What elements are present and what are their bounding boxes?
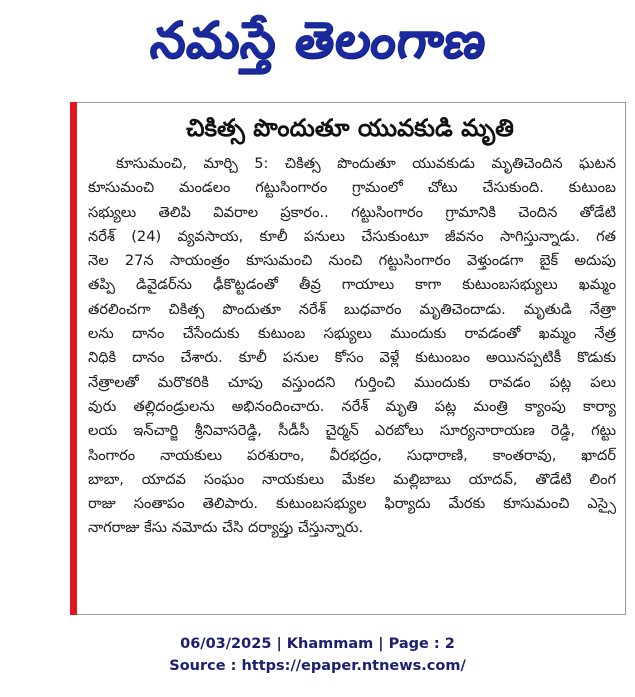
article-body-line: సభ్యులు తెలిపి వివరాల ప్రకారం.. గట్టుసింగారం గ్రామానికి చెందిన తోడేటి bbox=[88, 203, 616, 221]
article-body-line: తప్పి డివైడర్‌ను ఢీకొట్టడంతో తీవ్ర గాయాలు కాగా కుటుంబసభ్యులు ఖమ్మం bbox=[88, 276, 616, 294]
article-body-line: బాబా, యాదవ సంఘం నాయకులు మేకల మల్లిబాబు యాదవ్, తొడేటి లింగ bbox=[88, 470, 616, 488]
newspaper-masthead bbox=[0, 0, 635, 92]
article-body-line: వురు తల్లిదండ్రులను అభినందించారు. నరేశ్ మృతి పట్ల మంత్రి క్యాంపు కార్యా bbox=[88, 397, 616, 415]
article-body-line: తరలించగా చికిత్స పొందుతూ నరేశ్ బుధవారం మృతిచెందాడు. మృతుడి నేత్రా bbox=[88, 300, 616, 318]
article-body-line: కూసుమంచి, మార్చి 5: చికిత్స పొందుతూ యువకుడు మృతిచెందిన ఘటన bbox=[116, 155, 616, 172]
article-accent-bar bbox=[70, 102, 77, 615]
article-body-line: లయ ఇన్‌చార్జి శ్రీనివాసరెడ్డి, సీడీసీ చైర్మన్ ఎరబోలు సూర్యనారాయణ రెడ్డి, గట్టు bbox=[88, 422, 616, 440]
article-body bbox=[88, 152, 616, 541]
article-body-line: నేత్రాలతో మరొకరికి చూపు వస్తుందని గుర్తించి ముందుకు రావడం పట్ల పలు bbox=[88, 373, 616, 391]
article-headline: చికిత్స పొందుతూ యువకుడి మృతి bbox=[186, 114, 514, 142]
article-body-line: సింగారం నాయకులు పరశురాం, వీరభద్రం, సుధారాణి, కాంతరావు, ఖాదర్ bbox=[88, 446, 616, 464]
source-link[interactable]: Source : https://epaper.ntnews.com/ bbox=[169, 658, 466, 674]
article-body-line: నిధికి దానం చేశారు. కూలీ పనుల కోసం వెళ్లే కుటుంబం అయినప్పటికీ కొడుకు bbox=[88, 349, 616, 367]
article-body-line: రాజు సంతాపం తెలిపారు. కుటుంబసభ్యుల ఫిర్యాదు మేరకు కూసుమంచి ఎస్సై bbox=[88, 495, 616, 513]
newspaper-logo: నమస్తే తెలంగాణ bbox=[146, 10, 491, 69]
article-body-line: నెల 27న సాయంత్రం కూసుమంచి నుంచి గట్టుసింగారం వెళ్తుండగా బైక్ అదుపు bbox=[88, 252, 616, 270]
article-body-line: నరేశ్ (24) వ్యవసాయ, కూలీ పనులు చేసుకుంటూ జీవనం సాగిస్తున్నాడు. గత bbox=[88, 227, 616, 245]
article-body-line: నాగరాజు కేసు నమోదు చేసి దర్యాప్తు చేస్తున్నారు. bbox=[88, 519, 364, 537]
article-body-line: లను దానం చేసేందుకు కుటుంబ సభ్యులు ముందుకు రావడంతో ఖమ్మం నేత్ర bbox=[88, 325, 616, 343]
article-body-line: కూసుమంచి మండలం గట్టుసింగారం గ్రామంలో చోటు చేసుకుంది. కుటుంబ bbox=[88, 179, 616, 197]
edition-info: 06/03/2025 | Khammam | Page : 2 bbox=[180, 636, 455, 652]
